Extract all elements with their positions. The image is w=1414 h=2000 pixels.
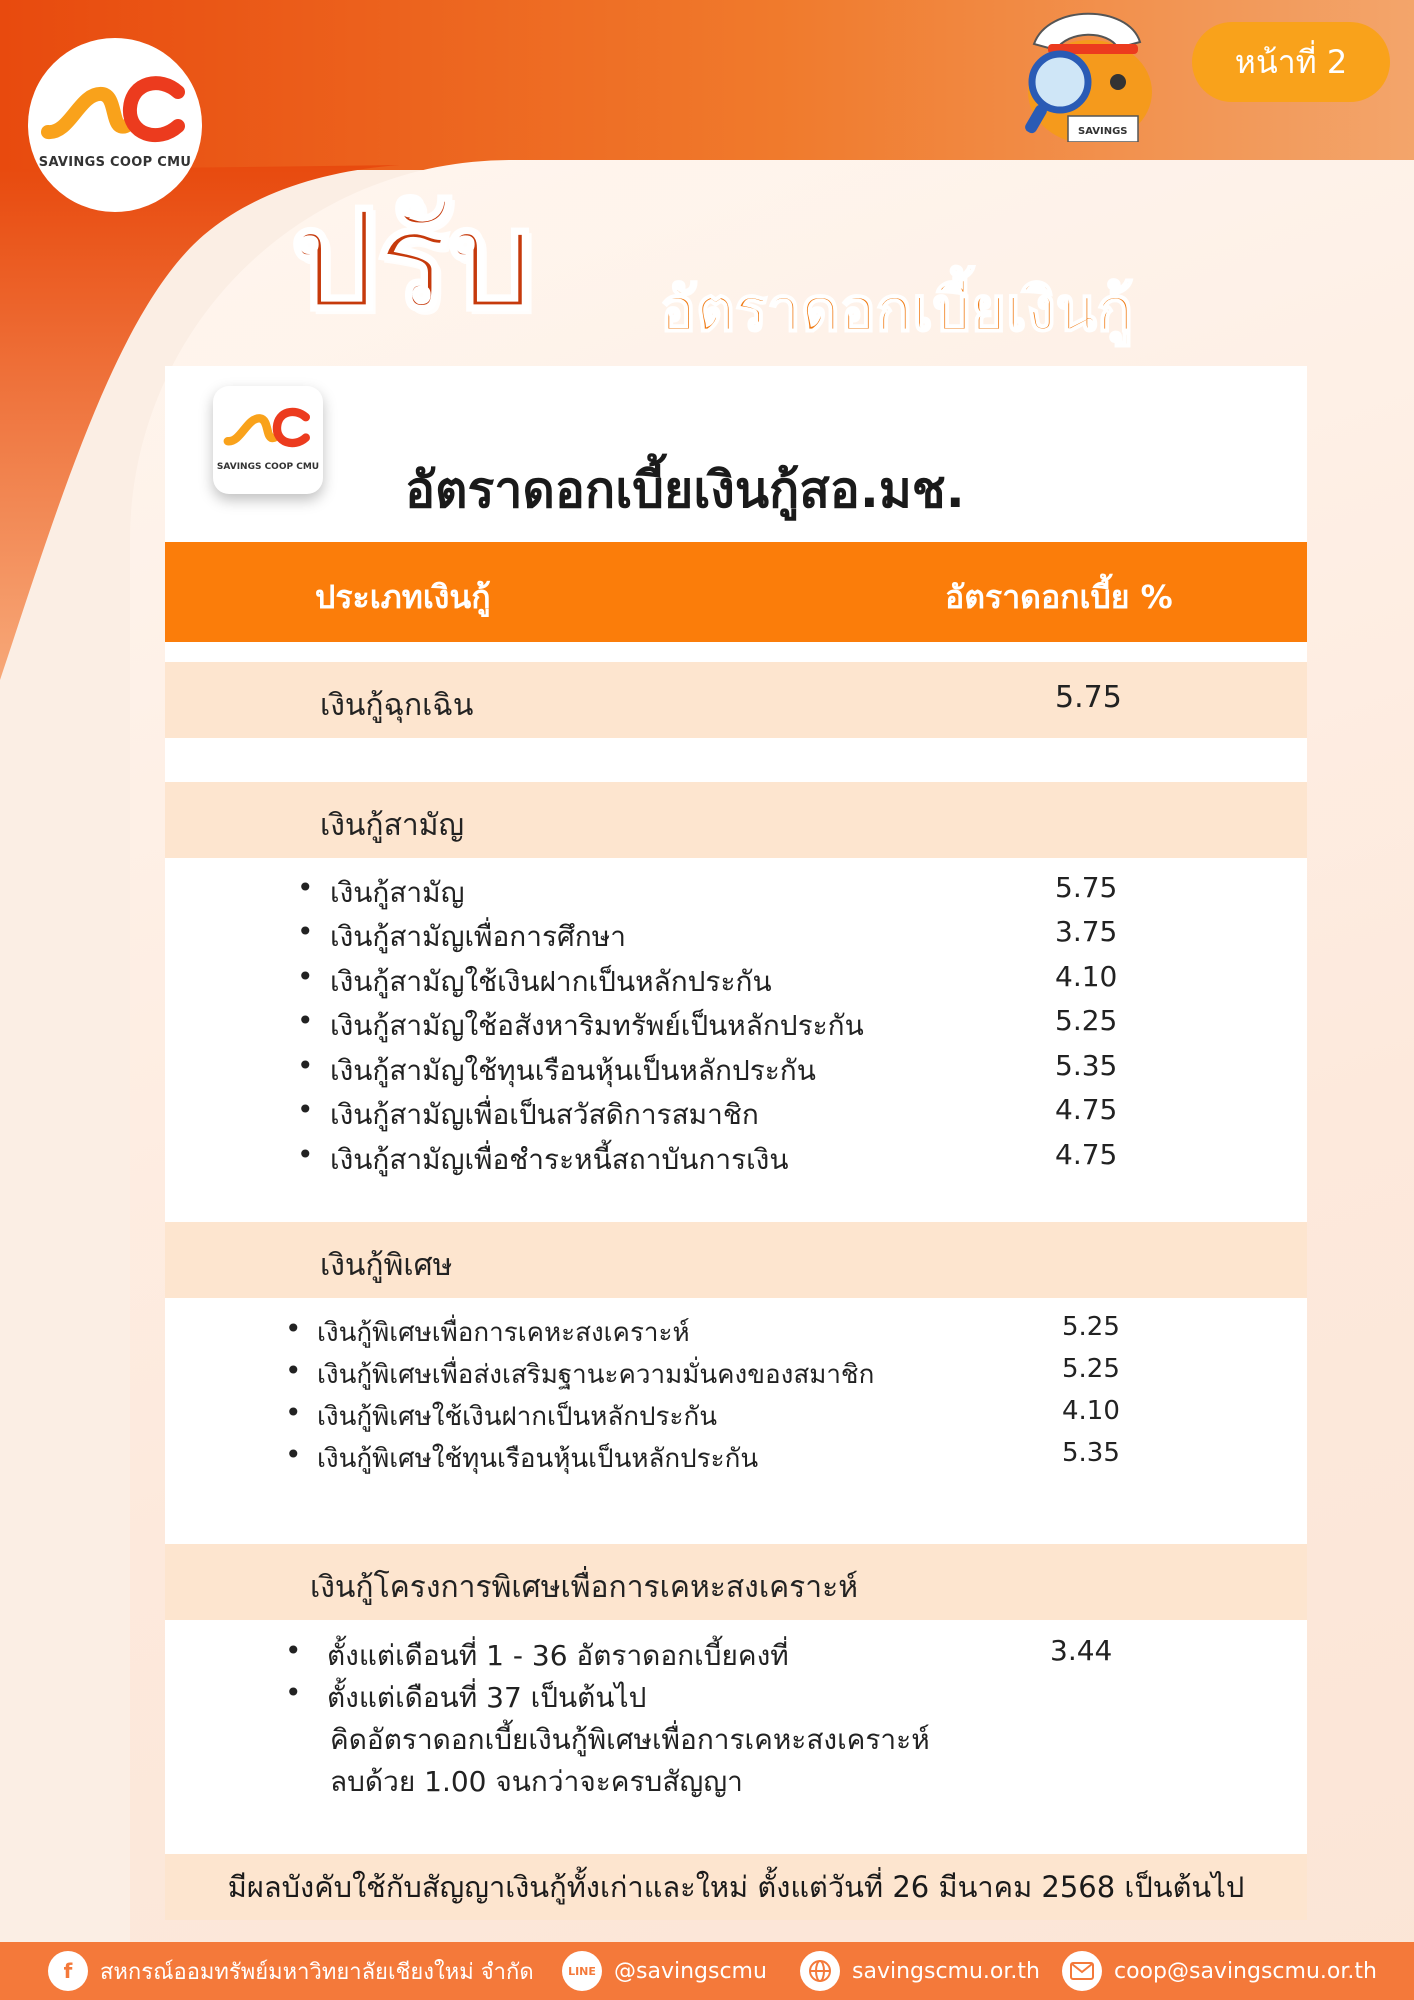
list-item: • เงินกู้พิเศษใช้เงินฝากเป็นหลักประกัน 4.10 — [285, 1396, 1120, 1432]
website-link[interactable] — [800, 1950, 1040, 1992]
list-item: • เงินกู้พิเศษเพื่อการเคหะสงเคราะห์ 5.25 — [285, 1312, 1120, 1348]
email-text: coop@savingscmu.or.th — [1114, 1958, 1377, 1984]
list-item: • เงินกู้สามัญใช้อสังหาริมทรัพย์เป็นหลักประกัน 5.25 — [297, 1004, 1118, 1042]
column-header-type: ประเภทเงินกู้ — [315, 578, 491, 616]
section-special — [165, 1222, 1307, 1298]
headline-main: ปรับ — [290, 180, 534, 341]
email-icon — [1062, 1951, 1102, 1991]
line-icon: LINE — [562, 1951, 602, 1991]
globe-icon — [800, 1951, 840, 1991]
list-item: • เงินกู้สามัญใช้เงินฝากเป็นหลักประกัน 4.10 — [297, 960, 1118, 998]
section-housing-project — [165, 1544, 1307, 1620]
mascot-badge: SAVINGS — [1078, 126, 1128, 137]
list-item: • เงินกู้พิเศษใช้ทุนเรือนหุ้นเป็นหลักประกัน 5.35 — [285, 1438, 1120, 1474]
list-item: • ตั้งแต่เดือนที่ 37 เป็นต้นไป — [285, 1676, 647, 1714]
table-header — [165, 542, 1307, 642]
app-icon — [213, 386, 323, 494]
effective-date-note: มีผลบังคับใช้กับสัญญาเงินกู้ทั้งเก่าและใหม่ ตั้งแต่วันที่ 26 มีนาคม 2568 เป็นต้นไป — [165, 1854, 1307, 1920]
interest-rate-card — [165, 366, 1307, 1920]
list-item: • เงินกู้สามัญเพื่อการศึกษา 3.75 — [297, 915, 1118, 953]
special-label: เงินกู้พิเศษ — [320, 1248, 453, 1283]
mascot-illustration — [998, 4, 1173, 142]
email-link[interactable] — [1062, 1950, 1377, 1992]
ordinary-label: เงินกู้สามัญ — [320, 808, 465, 843]
housing-note-line-3: ลบด้วย 1.00 จนกว่าจะครบสัญญา — [330, 1765, 743, 1798]
housing-note-line-2: คิดอัตราดอกเบี้ยเงินกู้พิเศษเพื่อการเคหะสงเคราะห์ — [330, 1723, 930, 1756]
line-link[interactable] — [562, 1950, 767, 1992]
app-logo-icon — [223, 404, 313, 464]
list-item: • ตั้งแต่เดือนที่ 1 - 36 อัตราดอกเบี้ยคงที่ 3.44 — [285, 1634, 1113, 1672]
emergency-label: เงินกู้ฉุกเฉิน — [320, 688, 474, 723]
card-title: อัตราดอกเบี้ยเงินกู้สอ.มช. — [405, 461, 965, 519]
facebook-text: สหกรณ์ออมทรัพย์มหาวิทยาลัยเชียงใหม่ จำกัด — [100, 1959, 534, 1985]
housing-project-label: เงินกู้โครงการพิเศษเพื่อการเคหะสงเคราะห์ — [310, 1570, 858, 1605]
list-item: • เงินกู้สามัญ 5.75 — [297, 871, 1118, 909]
section-emergency — [165, 662, 1307, 738]
list-item: • เงินกู้สามัญใช้ทุนเรือนหุ้นเป็นหลักประกัน 5.35 — [297, 1049, 1118, 1087]
emergency-rate: 5.75 — [1055, 680, 1122, 715]
section-ordinary — [165, 782, 1307, 858]
headline-sub: อัตราดอกเบี้ยเงินกู้ — [660, 275, 1134, 345]
list-item: • เงินกู้พิเศษเพื่อส่งเสริมฐานะความมั่นคงของสมาชิก 5.25 — [285, 1354, 1120, 1390]
facebook-icon: f — [48, 1951, 88, 1991]
page-number-badge: หน้าที่ 2 — [1192, 22, 1390, 102]
contact-bar — [0, 1942, 1414, 2000]
app-icon-label: SAVINGS COOP CMU — [216, 462, 320, 472]
list-item: • เงินกู้สามัญเพื่อเป็นสวัสดิการสมาชิก 4.75 — [297, 1093, 1118, 1131]
line-text: @savingscmu — [614, 1958, 767, 1984]
list-item: • เงินกู้สามัญเพื่อชำระหนี้สถาบันการเงิน 4.75 — [297, 1138, 1118, 1176]
website-text: savingscmu.or.th — [852, 1958, 1040, 1984]
logo-text: SAVINGS COOP CMU — [38, 155, 192, 170]
facebook-link[interactable] — [48, 1950, 534, 1992]
column-header-rate: อัตราดอกเบี้ย % — [945, 578, 1173, 616]
